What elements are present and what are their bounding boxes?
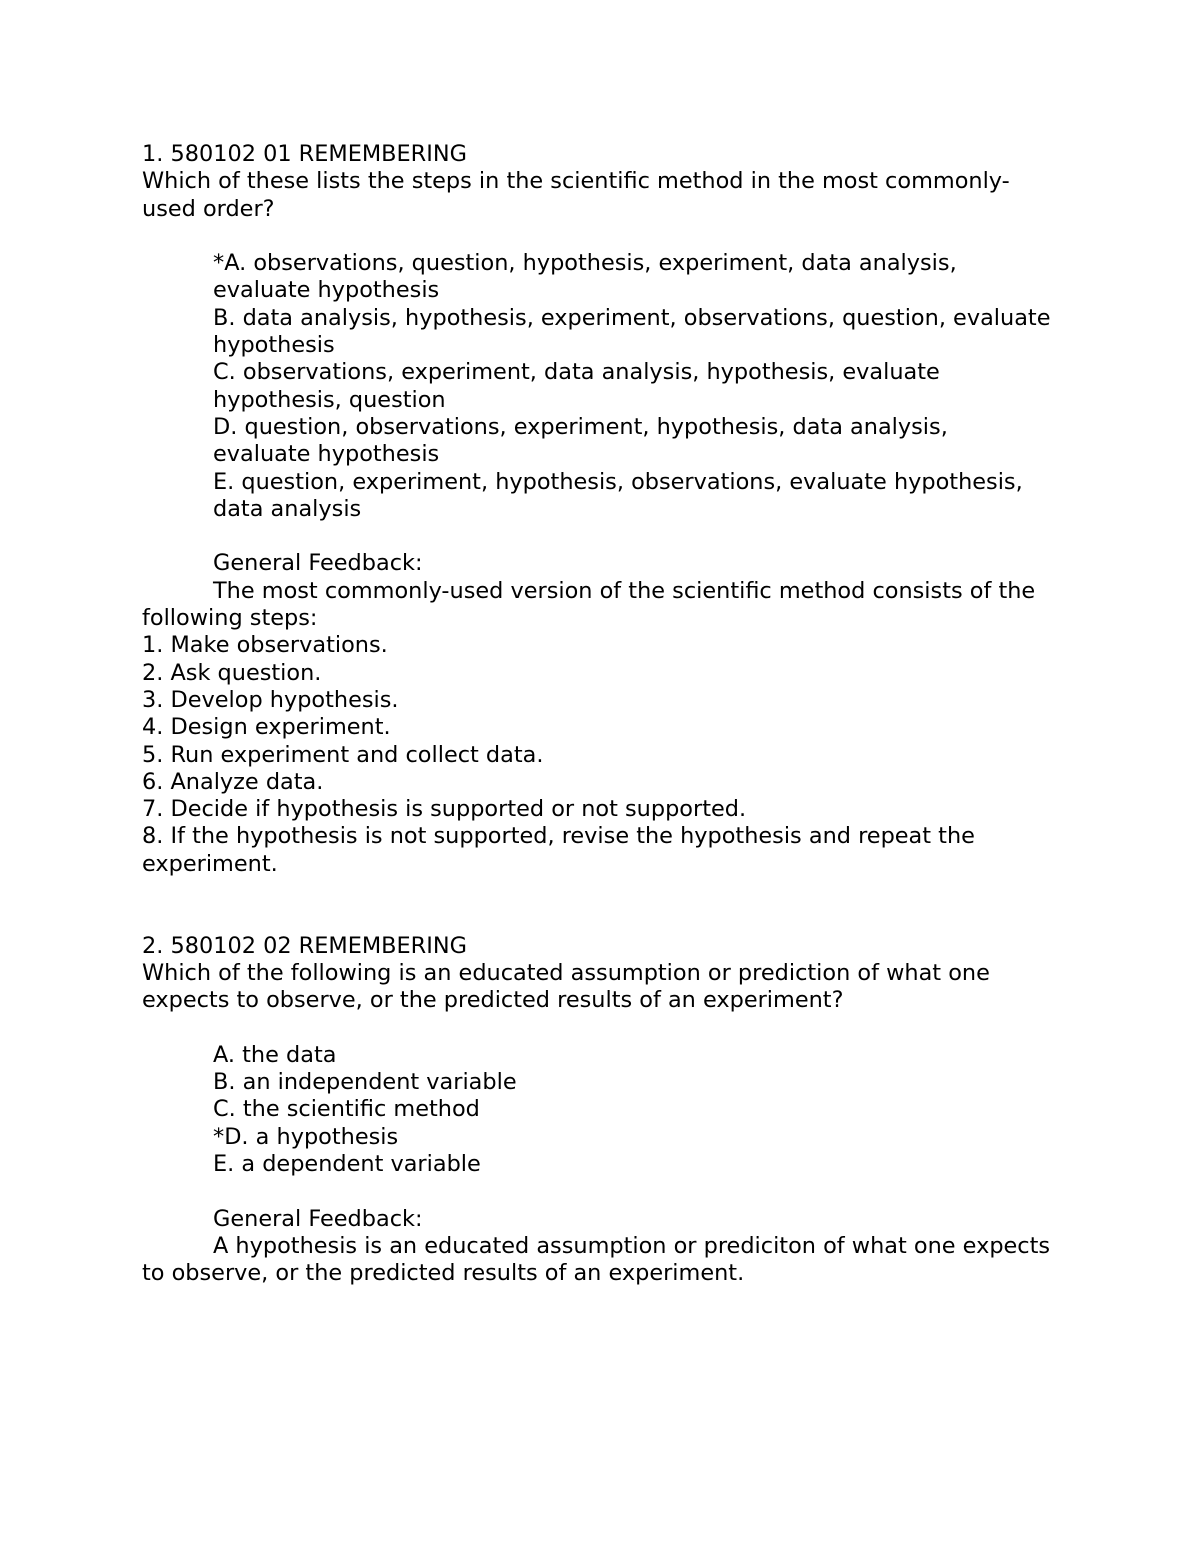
question-1 [142, 141, 1058, 878]
spacer [142, 1015, 1052, 1042]
question-2-header: 2. 580102 02 REMEMBERING [142, 932, 467, 959]
option-a: A. the data [213, 1041, 337, 1068]
feedback-step: 1. Make observations. [142, 632, 388, 659]
option-a: *A. observations, question, hypothesis, experiment, data analysis, evaluate hypothesis [213, 250, 964, 304]
feedback-step: 2. Ask question. [142, 659, 322, 686]
feedback-step: 7. Decide if hypothesis is supported or not supported. [142, 796, 747, 823]
option-d: D. question, observations, experiment, hypothesis, data analysis, evaluate hypothesis [213, 413, 955, 468]
spacer [213, 1178, 1052, 1205]
document-page [142, 141, 1058, 1287]
option-c: C. observations, experiment, data analysis, hypothesis, evaluate hypothesis, question [213, 359, 947, 413]
feedback-text: The most commonly-used version of the scientific method consists of the following steps: [142, 577, 1043, 632]
feedback-step: 4. Design experiment. [142, 714, 391, 741]
spacer [142, 878, 1052, 933]
question-1-stem: Which of these lists the steps in the scientific method in the most commonly-used order? [142, 168, 1010, 222]
feedback-label: General Feedback: [213, 1205, 423, 1232]
option-e: E. question, experiment, hypothesis, observations, evaluate hypothesis, data analysis [213, 468, 1030, 522]
option-b: B. an independent variable [213, 1069, 517, 1096]
feedback-label: General Feedback: [213, 550, 423, 577]
feedback-step: 6. Analyze data. [142, 768, 324, 795]
spacer [213, 523, 1052, 550]
question-2 [142, 932, 1058, 1288]
feedback-step: 3. Develop hypothesis. [142, 686, 399, 713]
feedback-step: 5. Run experiment and collect data. [142, 741, 544, 768]
question-2-options [142, 1042, 1052, 1233]
question-2-stem: Which of the following is an educated assumption or prediction of what one expects to observe, or the predicted results of an experiment? [142, 959, 997, 1014]
question-1-header: 1. 580102 01 REMEMBERING [142, 141, 467, 167]
option-e: E. a dependent variable [213, 1150, 481, 1177]
option-c: C. the scientific method [213, 1096, 480, 1123]
option-d: *D. a hypothesis [213, 1123, 399, 1150]
question-1-options [142, 250, 1058, 578]
feedback-text: A hypothesis is an educated assumption or prediciton of what one expects to observe, or the predicted results of an experiment. [142, 1232, 1058, 1287]
spacer [142, 223, 1052, 250]
feedback-step: 8. If the hypothesis is not supported, revise the hypothesis and repeat the experiment. [142, 823, 983, 877]
option-b: B. data analysis, hypothesis, experiment, observations, question, evaluate hypothesis [213, 304, 1058, 359]
